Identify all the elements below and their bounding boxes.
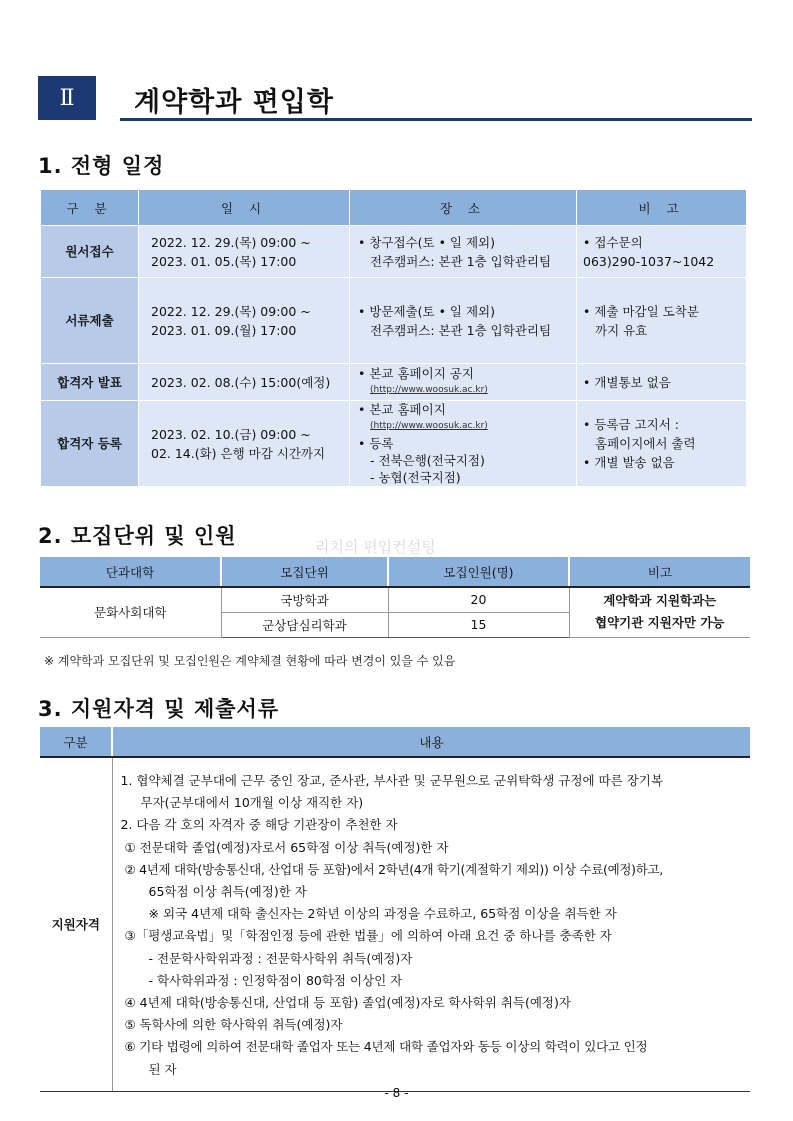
text-line: ① 전문대학 졸업(예정)자로서 65학점 이상 취득(예정)한 자 xyxy=(124,839,449,855)
schedule-table xyxy=(40,189,747,487)
text-line: • 개별 발송 없음 xyxy=(583,455,675,470)
text-line: 2022. 12. 29.(목) 09:00 ~ xyxy=(151,303,311,319)
page-number: - 8 - xyxy=(384,1086,409,1100)
text-line: 2022. 12. 29.(목) 09:00 ~ xyxy=(151,234,311,250)
remark-cell xyxy=(569,587,750,637)
section-3-title: 3. 지원자격 및 제출서류 xyxy=(38,697,280,721)
homepage-link[interactable]: (http://www.woosuk.ac.kr) xyxy=(370,385,488,395)
text-line: ※ 외국 4년제 대학 출신자는 2학년 이상의 과정을 수료하고, 65학점 이상을 취득한 자 xyxy=(148,906,617,922)
schedule-category: 합격자 등록 xyxy=(41,401,139,487)
qualification-header-row xyxy=(40,727,750,757)
text-line: 2. 다음 각 호의 자격자 중 해당 기관장이 추천한 자 xyxy=(120,817,398,833)
unit-cell: 군상담심리학과 xyxy=(221,612,388,637)
text-line: 2023. 02. 08.(수) 15:00(예정) xyxy=(151,374,331,390)
text-line: ② 4년제 대학(방송통신대, 산업대 등 포함)에서 2학년(4개 학기(계절학기 제외)) 이상 수료(예정)하고, xyxy=(124,861,663,877)
text-line: 무자(군부대에서 10개월 이상 재직한 자) xyxy=(140,795,364,811)
table-row xyxy=(40,757,750,1091)
table-row xyxy=(40,587,750,612)
recruit-header-cell: 단과대학 xyxy=(40,557,221,587)
schedule-category: 원서접수 xyxy=(41,226,139,278)
recruit-table xyxy=(40,557,750,638)
homepage-link[interactable]: (http://www.woosuk.ac.kr) xyxy=(370,421,488,431)
schedule-place xyxy=(350,364,577,401)
schedule-date xyxy=(139,278,350,364)
qualification-table xyxy=(40,727,750,1092)
count-cell: 20 xyxy=(388,587,569,612)
schedule-note xyxy=(577,226,747,278)
text-line: 1. 협약체결 군부대에 근무 중인 장교, 준사관, 부사관 및 군무원으로 군위탁학생 규정에 따른 장기복 xyxy=(120,773,663,788)
schedule-header-cell: 일 시 xyxy=(139,190,350,226)
table-row xyxy=(41,278,747,364)
text-line: 063)290-1037~1042 xyxy=(583,253,715,269)
text-line: ④ 4년제 대학(방송통신대, 산업대 등 포함) 졸업(예정)자로 학사학위 취득(예정)자 xyxy=(124,995,571,1011)
text-line: • 본교 홈페이지 xyxy=(358,402,446,417)
qualification-content xyxy=(112,757,750,1091)
unit-cell: 국방학과 xyxy=(221,587,388,612)
text-line: 전주캠퍼스: 본관 1층 입학관리팀 xyxy=(370,253,552,269)
chapter-title: 계약학과 편입학 xyxy=(134,87,334,118)
college-cell: 문화사회대학 xyxy=(40,587,221,637)
section-1-title: 1. 전형 일정 xyxy=(38,154,165,178)
watermark-text: 리치의 편입컨설팅 xyxy=(315,538,436,556)
schedule-date xyxy=(139,226,350,278)
table-row xyxy=(41,226,747,278)
text-line: ⑤ 독학사에 의한 학사학위 취득(예정)자 xyxy=(124,1017,343,1033)
text-line: 2023. 01. 05.(목) 17:00 xyxy=(151,253,297,269)
text-line: • 제출 마감일 도착분 xyxy=(583,303,699,319)
text-line: 65학점 이상 취득(예정)한 자 xyxy=(148,884,307,900)
chapter-underline xyxy=(120,118,752,121)
text-line: - 학사학위과정 : 인정학점이 80학점 이상인 자 xyxy=(148,972,403,988)
text-line: 2023. 01. 09.(월) 17:00 xyxy=(151,322,297,338)
text-line: ③「평생교육법」및「학점인정 등에 관한 법률」에 의하여 아래 요건 중 하나를 충족한 자 xyxy=(124,928,612,944)
text-line: 된 자 xyxy=(148,1061,177,1077)
table-row xyxy=(41,364,747,401)
text-line: 협약기관 지원자만 가능 xyxy=(595,615,725,631)
recruit-header-row xyxy=(40,557,750,587)
qualification-header-cell: 구분 xyxy=(40,727,112,757)
text-line: - 농협(전국지점) xyxy=(370,470,461,485)
schedule-place xyxy=(350,401,577,487)
text-line: • 본교 홈페이지 공지 xyxy=(358,366,474,381)
schedule-place xyxy=(350,278,577,364)
table-row xyxy=(41,401,747,487)
text-line: • 등록금 고지서 : xyxy=(583,417,679,432)
text-line: 02. 14.(화) 은행 마감 시간까지 xyxy=(151,445,326,461)
text-line: 계약학과 지원학과는 xyxy=(603,593,717,609)
section-2-title: 2. 모집단위 및 인원 xyxy=(38,524,237,548)
schedule-header-cell: 구 분 xyxy=(41,190,139,226)
text-line: • 등록 xyxy=(358,436,394,451)
chapter-number-box xyxy=(38,76,96,120)
chapter-number: Ⅱ xyxy=(59,85,75,111)
schedule-note xyxy=(577,278,747,364)
text-line: 전주캠퍼스: 본관 1층 입학관리팀 xyxy=(370,322,552,338)
schedule-header-cell: 비 고 xyxy=(577,190,747,226)
schedule-note xyxy=(577,401,747,487)
text-line: ⑥ 기타 법령에 의하여 전문대학 졸업자 또는 4년제 대학 졸업자와 동등 이상의 학력이 있다고 인정 xyxy=(124,1039,648,1055)
text-line: 홈페이지에서 출력 xyxy=(595,436,696,451)
recruit-header-cell: 모집인원(명) xyxy=(388,557,569,587)
count-cell: 15 xyxy=(388,612,569,637)
text-line: - 전북은행(전국지점) xyxy=(370,453,485,468)
schedule-category: 서류제출 xyxy=(41,278,139,364)
text-line: • 창구접수(토 • 일 제외) xyxy=(358,234,495,250)
recruit-header-cell: 모집단위 xyxy=(221,557,388,587)
text-line: - 전문학사학위과정 : 전문학사학위 취득(예정)자 xyxy=(148,950,413,966)
schedule-place xyxy=(350,226,577,278)
qualification-header-cell: 내용 xyxy=(112,727,750,757)
text-line: • 개별통보 없음 xyxy=(583,374,671,390)
text-line: • 접수문의 xyxy=(583,234,643,250)
schedule-date xyxy=(139,401,350,487)
text-line: 까지 유효 xyxy=(595,322,648,338)
schedule-date xyxy=(139,364,350,401)
recruit-header-cell: 비고 xyxy=(569,557,750,587)
recruit-footnote: ※ 계약학과 모집단위 및 모집인원은 계약체결 현황에 따라 변경이 있을 수 있음 xyxy=(44,654,456,668)
text-line: • 방문제출(토 • 일 제외) xyxy=(358,303,495,319)
text-line: 2023. 02. 10.(금) 09:00 ~ xyxy=(151,426,311,442)
qualification-category: 지원자격 xyxy=(40,757,112,1091)
schedule-category: 합격자 발표 xyxy=(41,364,139,401)
schedule-header-cell: 장 소 xyxy=(350,190,577,226)
schedule-note xyxy=(577,364,747,401)
schedule-header-row xyxy=(41,190,747,226)
